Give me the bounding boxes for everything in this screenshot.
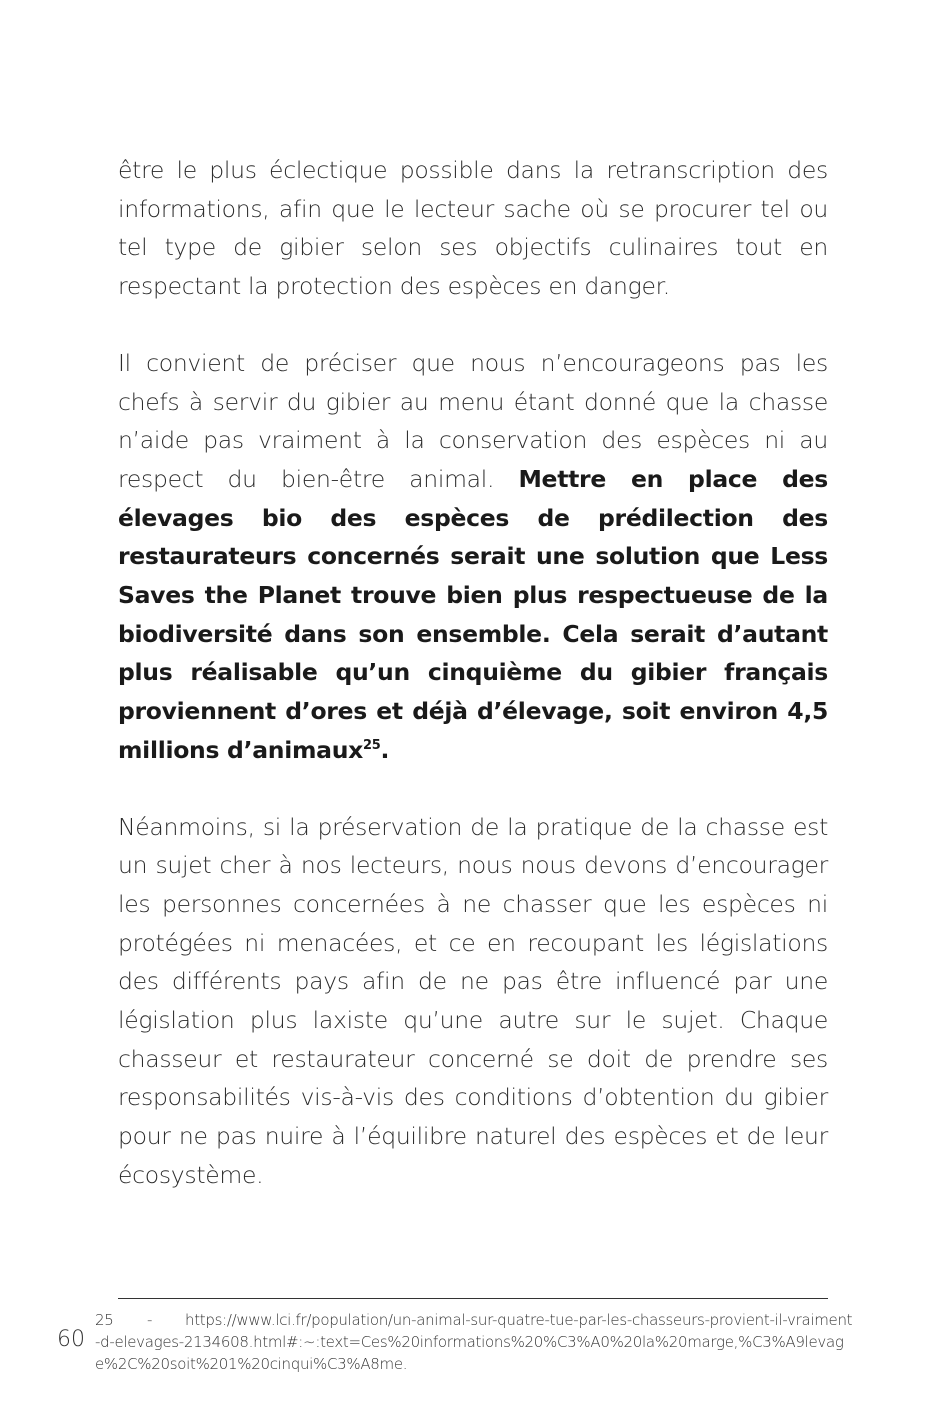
main-text — [118, 151, 828, 1195]
paragraph-3: Néanmoins, si la préservation de la pratique de la chasse est un sujet cher à nos lecteurs, nous nous devons d’encourager les personnes concernées à ne chasser que les espèces ni protégées ni menacées, et ce en recoupant les législations des différents pays afin de ne pas être influencé par une législation plus laxiste qu’une autre sur le sujet. Chaque chasseur et restaurateur concerné se doit de prendre ses responsabilités vis-à-vis des conditions d’obtention du gibier pour ne pas nuire à l’équilibre naturel des espèces et de leur écosystème. — [118, 812, 828, 1189]
paragraph-2-end: . — [380, 735, 390, 764]
footnote-reference[interactable]: 25 — [362, 738, 381, 754]
paragraph-2-normal-text: Il convient de préciser que nous n’encourageons pas les chefs à servir du gibier au menu étant donné que la chasse n’aide pas vraiment à la conservation des espèces ni au respect du bien-être animal. — [118, 348, 828, 493]
footnote-number: 25 — [95, 1311, 114, 1329]
paragraph-1: être le plus éclectique possible dans la retranscription des informations, afin que le lecteur sache où se procurer tel ou tel type de gibier selon ses objectifs culinaires tout en respectant la protection des espèces en danger. — [118, 156, 828, 301]
paragraph-2 — [118, 344, 828, 770]
footnote-dash: - — [147, 1311, 153, 1329]
paragraph-2-bold-text: Mettre en place des élevages bio des espèces de prédilection des restaurateurs concernés serait une solution que Less Saves the Planet trouve bien plus respectueuse de la biodiversité dans son ensemble. Cela serait d’autant plus réalisable qu’un cinquième du gibier français proviennent d’ores et déjà d’élevage, soit environ 4,5 millions d’animaux — [118, 464, 828, 764]
footnote-divider — [118, 1298, 828, 1299]
page-number: 60 — [57, 1327, 85, 1352]
footnote-link[interactable]: https://www.lci.fr/population/un-animal-sur-quatre-tue-par-les-chasseurs-provient-il-vraiment-d-elevages-2134608.html#:~:text=Ces%20informations%20%C3%A0%20la%20marge,%C3%A9levage%2C%20soit%201%20cinqui%C3%A8me. — [95, 1311, 853, 1373]
footnote — [95, 1309, 857, 1375]
